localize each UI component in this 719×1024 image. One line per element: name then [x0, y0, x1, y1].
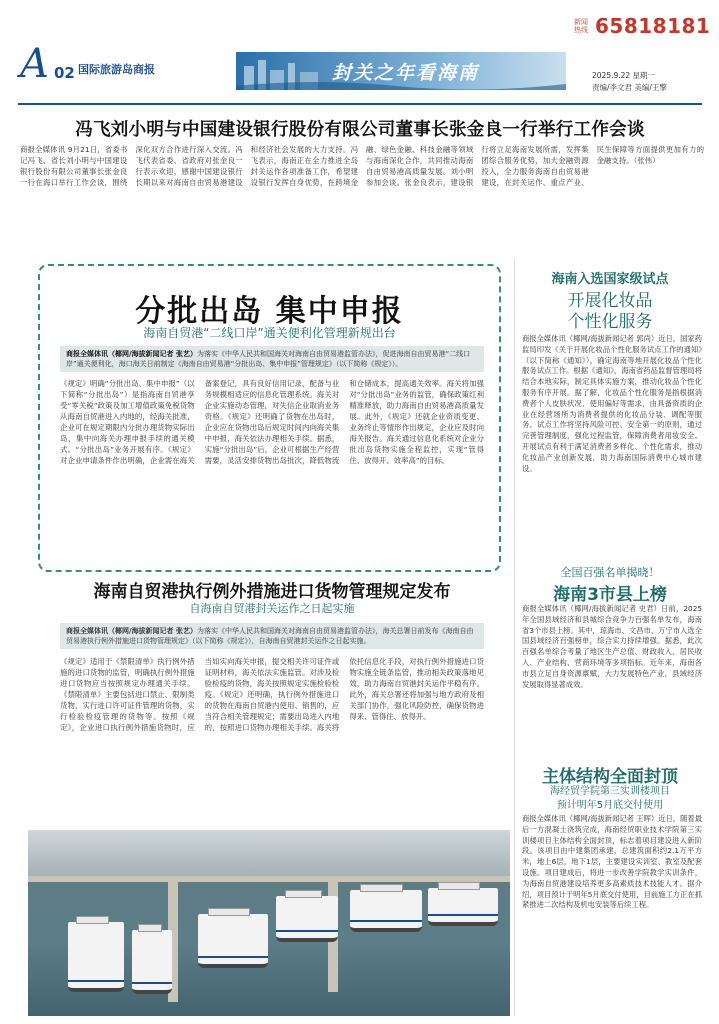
banner-title: 封关之年看海南 — [332, 62, 480, 84]
sidebar3-body: 商报全媒体讯（椰网/海拔新闻记者 王晖）近日，随着最后一方混凝土浇筑完成，海南经贸职业技术学院第三实训楼项目主体结构全面封顶，标志着项目建设进入新阶段。该项目由中建集团承建，总建筑面积约2.1万平方米，地上6层，地下1层，主要建设实训室、教室及配套设施。项目建成后，将进一步改善学院教学实训条件，为海南自贸港建设培养更多高素质技术技能人才。据介绍，项目预计于明年5月底交付使用，目前施工方正在抓紧推进二次结构及机电安装等后续工程。 — [522, 814, 702, 910]
ferry-ship — [276, 896, 338, 942]
sidebar-divider — [514, 258, 515, 1016]
second-intro — [60, 623, 484, 649]
sidebar3-title: 主体结构全面封顶 — [542, 767, 678, 787]
issue-date: 2025.9.22 星期一 — [592, 71, 656, 80]
second-body: 《规定》适用于《禁限清单》执行例外措施的进口货物的监管，明确执行例外措施进口货物应当按照规定办理通关手续。《禁限清单》主要包括进口禁止、限制类货物，实行进口许可证件管理的货物，实行检验检疫管理的货物等。按照《规定》，企业进口执行例外措施货物时，应当如实向海关申报，提交相关许可证件或证明材料，海关依法实施监管。对涉及检验检疫的货物，海关按照规定实施检验检疫。《规定》还明确，执行例外措施进口的货物在海南自贸港内使用、销售的，应当符合相关管理规定；需要出岛进入内地的，按照进口货物办理相关手续。海关将依托信息化手段，对执行例外措施进口货物实施全链条监管，推动相关政策落地见效，助力海南自贸港封关运作平稳有序。此外，海关总署还将加强与地方政府及相关部门协作，强化风险防控，确保货物进得来、管得住、放得开。 — [60, 657, 484, 732]
feature-intro-text: 为落实《中华人民共和国海关对海南自由贸易港监管办法》，促进海南自由贸易港“二线口岸”通关便利化，海口海关日前制定《海南自由贸易港“分批出岛、集中申报”管理规定》（以下简称《规定》）。 — [66, 350, 471, 368]
sidebar3-subtitle-line1: 海经贸学院第三实训楼项目 — [550, 786, 670, 797]
page-header — [0, 0, 719, 104]
page-number: 02 — [54, 64, 75, 82]
hotline-number: 65818181 — [595, 14, 711, 38]
shoreline — [28, 830, 510, 876]
sidebar1-title-line2: 个性化服务 — [567, 312, 653, 332]
lead-article-body: 商报全媒体讯 9月21日，省委书记冯飞、省长刘小明与中国建设银行股份有限公司董事长张金良一行在海口举行工作会谈，围绕深化双方合作进行深入交流。冯飞代表省委、省政府对张金良一行表示欢迎，感谢中国建设银行长期以来对海南自由贸易港建设和经济社会发展的大力支持。冯飞表示，海南正在全力推进全岛封关运作各项准备工作，希望建设银行发挥自身优势，在跨境金融、绿色金融、科技金融等领域与海南深化合作，共同推动海南自由贸易港高质量发展。刘小明参加会谈。张金良表示，建设银行将立足海南发展所需，发挥集团综合服务优势，加大金融资源投入，全力服务海南自由贸易港建设，在封关运作、重点产业、民生保障等方面提供更加有力的金融支持。（张伟） — [20, 145, 704, 187]
sidebar1-kicker: 海南入选国家级试点 — [551, 272, 669, 287]
second-intro-text: 为落实《中华人民共和国海关对海南自由贸易港监管办法》，海关总署日前发布《海南自由贸易港执行例外措施进口货物管理规定》（以下简称《规定》），自海南自贸港封关运作之日起实施。 — [66, 627, 474, 645]
hotline-label: 新闻热线 — [574, 18, 588, 34]
sidebar2-kicker: 全国百强名单揭晓！ — [560, 566, 660, 579]
port-ships-photo — [28, 830, 510, 1016]
editors-credit: 责编/李文君 美编/王擎 — [592, 83, 667, 92]
sidebar2-title: 海南3市县上榜 — [553, 585, 667, 605]
ferry-ship — [350, 890, 422, 932]
second-headline: 海南自贸港执行例外措施进口货物管理规定发布 — [93, 582, 451, 602]
sidebar2-body: 商报全媒体讯（椰网/海拔新闻记者 史君）日前，2025年全国县域经济和县城综合竞争力百强名单发布，海南省3个市县上榜。其中，琼海市、文昌市、万宁市入选全国县域经济百强榜单，综合实力持续增强。据悉，此次百强名单综合考量了地区生产总值、财政收入、居民收入、产业结构、营商环境等多项指标。近年来，海南各市县立足自身资源禀赋，大力发展特色产业，县域经济发展取得显著成效。 — [522, 604, 702, 689]
masthead — [78, 58, 230, 82]
sidebar1-body: 商报全媒体讯（椰网/海拔新闻记者 郭尚）近日，国家药监局印发《关于开展化妆品个性化服务试点工作的通知》（以下简称《通知》），确定海南等地开展化妆品个性化服务试点工作。根据《通知》，海南省药品监督管理局将结合本地实际，制定具体实施方案，推动化妆品个性化服务有序开展。据了解，化妆品个性化服务是指根据消费者个人皮肤状况、使用偏好等需求，由具备资质的企业在经营场所为消费者提供的化妆品分装、调配等服务。试点工作将坚持风险可控、安全第一的原则，通过完善管理制度，强化过程监管，保障消费者用妆安全。开展试点有利于满足消费者多样化、个性化需求，推动化妆品产业创新发展，助力海南国际消费中心城市建设。 — [522, 334, 702, 473]
second-intro-label: 商报全媒体讯（椰网/海拔新闻记者 张艺） — [66, 627, 197, 635]
ferry-ship — [198, 914, 268, 968]
sidebar3-subtitle-line2: 预计明年5月底交付使用 — [556, 800, 664, 811]
feature-headline: 分批出岛 集中申报 — [135, 294, 404, 329]
ferry-ship — [132, 930, 172, 994]
feature-intro-label: 商报全媒体讯（椰网/海拔新闻记者 张艺） — [66, 350, 197, 358]
second-subheadline: 自海南自贸港封关运作之日起实施 — [189, 602, 355, 615]
banner-image — [236, 52, 566, 90]
ferry-ship — [428, 888, 498, 926]
lead-headline: 冯飞刘小明与中国建设银行股份有限公司董事长张金良一行举行工作会谈 — [75, 120, 645, 140]
page-letter: A — [20, 41, 49, 87]
masthead-title: 国际旅游岛商报 — [78, 63, 155, 76]
feature-body: 《规定》明确“分批出岛、集中申报”（以下简称“分批出岛”）是指海南自贸港享受“零关税”政策及加工增值政策免税货物从海南自贸港进入内地的，经海关批准，企业可在规定期限内分批办理货物实际出岛，集中向海关办理申报手续的通关模式。“分批出岛”业务开展有序。《规定》对企业申请条件作出明确，企业需在海关备案登记，具有良好信用记录，配备与业务规模相适应的信息化管理系统。海关对企业实施动态管理，对失信企业取消业务资格。《规定》还明确了货物在出岛时，企业应在货物出岛后规定时间内向海关集中申报，海关依法办理相关手续。据悉，实施“分批出岛”后，企业可根据生产经营需要，灵活安排货物出岛批次，降低物流和仓储成本，提高通关效率。海关将加强对“分批出岛”业务的监管，确保政策红利精准释放，助力海南自由贸易港高质量发展。此外，《规定》还就企业资质变更、业务终止等情形作出规定，企业应及时向海关报告。海关通过信息化系统对企业分批出岛货物实施全程监控，实现“管得住、放得开、效率高”的目标。 — [60, 379, 484, 465]
feature-intro — [60, 346, 484, 372]
feature-subheadline: 海南自贸港“二线口岸”通关便利化管理新规出台 — [143, 326, 396, 340]
ferry-ship — [68, 922, 124, 992]
header-divider — [18, 103, 702, 105]
sidebar1-title-line1: 开展化妆品 — [567, 291, 653, 311]
